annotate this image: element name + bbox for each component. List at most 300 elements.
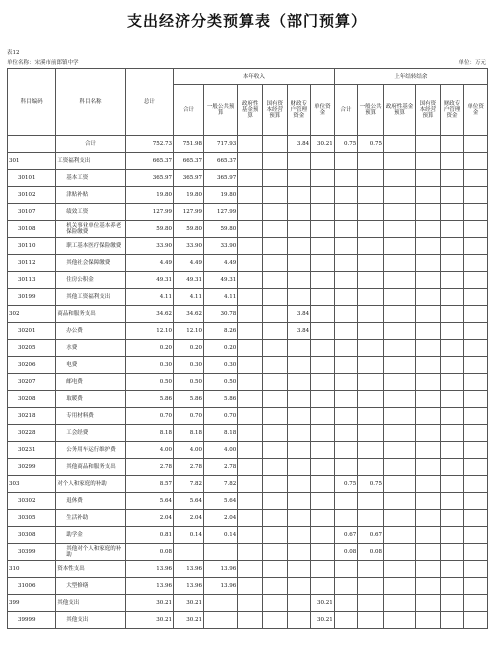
row-value: 4.49 (204, 255, 238, 272)
header-current-unit-funds: 单位资金 (311, 85, 335, 136)
row-value (287, 510, 311, 527)
row-value (287, 612, 311, 629)
row-value (440, 527, 464, 544)
row-value: 0.75 (334, 136, 358, 153)
row-value (238, 425, 263, 442)
row-value: 5.64 (174, 493, 204, 510)
row-value: 30.21 (311, 136, 335, 153)
row-value (287, 544, 311, 561)
row-value (238, 255, 263, 272)
row-value: 30.21 (311, 595, 335, 612)
row-value (464, 510, 488, 527)
row-value (384, 221, 416, 238)
row-value (334, 442, 358, 459)
row-value (440, 187, 464, 204)
row-value (416, 595, 441, 612)
unit-name: 单位名称：宋溪市前郎镇中学 (7, 60, 79, 66)
row-value (204, 595, 238, 612)
row-value: 8.57 (125, 476, 173, 493)
row-value (464, 187, 488, 204)
row-value (416, 306, 441, 323)
row-value (440, 612, 464, 629)
row-value (287, 187, 311, 204)
header-carry-total: 合计 (334, 85, 358, 136)
row-name: 机关事业单位基本养老保险缴费 (56, 221, 126, 238)
row-value (464, 459, 488, 476)
row-value: 0.50 (174, 374, 204, 391)
row-name: 退休费 (56, 493, 126, 510)
row-value (416, 272, 441, 289)
row-value (384, 612, 416, 629)
row-value (384, 510, 416, 527)
row-value (238, 459, 263, 476)
row-value (440, 442, 464, 459)
row-value: 2.78 (204, 459, 238, 476)
row-value (416, 357, 441, 374)
row-value (384, 595, 416, 612)
row-value (311, 357, 335, 374)
row-value (464, 442, 488, 459)
row-value: 365.97 (204, 170, 238, 187)
row-value: 0.70 (174, 408, 204, 425)
row-value (287, 153, 311, 170)
row-value (287, 357, 311, 374)
row-value (238, 170, 263, 187)
row-value (416, 170, 441, 187)
row-value (334, 374, 358, 391)
row-value (311, 425, 335, 442)
row-value (238, 153, 263, 170)
row-code: 30107 (8, 204, 56, 221)
header-carry-over: 上年结转结余 (334, 69, 487, 85)
row-code (8, 136, 56, 153)
row-value (464, 578, 488, 595)
row-name: 津贴补贴 (56, 187, 126, 204)
row-name: 基本工资 (56, 170, 126, 187)
row-value (311, 289, 335, 306)
row-value: 30.21 (174, 612, 204, 629)
row-value (311, 561, 335, 578)
row-name: 其他对个人和家庭的补助 (56, 544, 126, 561)
row-value (416, 425, 441, 442)
row-value (358, 238, 384, 255)
row-value (464, 306, 488, 323)
row-value (238, 136, 263, 153)
row-value (287, 425, 311, 442)
row-value: 19.80 (174, 187, 204, 204)
row-value (358, 459, 384, 476)
row-value (262, 561, 287, 578)
row-code: 303 (8, 476, 56, 493)
row-value (311, 374, 335, 391)
row-value (262, 374, 287, 391)
row-value (334, 578, 358, 595)
row-value: 33.90 (125, 238, 173, 255)
row-value (334, 425, 358, 442)
row-value (287, 561, 311, 578)
row-value: 0.14 (174, 527, 204, 544)
row-value (416, 255, 441, 272)
row-value (287, 442, 311, 459)
row-value (416, 408, 441, 425)
row-value (334, 459, 358, 476)
header-carry-unit-funds: 单位资金 (464, 85, 488, 136)
header-name: 科目名称 (56, 69, 126, 136)
row-code: 30102 (8, 187, 56, 204)
table-row (8, 187, 488, 204)
row-value (384, 476, 416, 493)
table-row (8, 289, 488, 306)
row-value: 0.75 (358, 476, 384, 493)
row-value: 49.31 (125, 272, 173, 289)
row-value (287, 408, 311, 425)
row-value (311, 153, 335, 170)
row-name: 绩效工资 (56, 204, 126, 221)
row-value: 665.37 (204, 153, 238, 170)
row-value: 4.11 (204, 289, 238, 306)
row-code: 30308 (8, 527, 56, 544)
row-value (287, 527, 311, 544)
row-value (358, 595, 384, 612)
row-value (416, 289, 441, 306)
row-value (204, 544, 238, 561)
row-value (384, 442, 416, 459)
row-value (358, 323, 384, 340)
row-value (358, 578, 384, 595)
table-row (8, 136, 488, 153)
row-value (262, 493, 287, 510)
row-value: 4.11 (125, 289, 173, 306)
row-value (358, 170, 384, 187)
table-row (8, 476, 488, 493)
row-value (262, 255, 287, 272)
row-value (174, 544, 204, 561)
row-value (416, 340, 441, 357)
row-code: 30205 (8, 340, 56, 357)
row-value: 19.80 (125, 187, 173, 204)
row-value (416, 578, 441, 595)
table-row (8, 374, 488, 391)
row-value (334, 323, 358, 340)
row-value (464, 391, 488, 408)
header-carry-state-capital: 国有资本经营预算 (416, 85, 441, 136)
row-value (287, 204, 311, 221)
row-value (416, 510, 441, 527)
row-value: 365.97 (174, 170, 204, 187)
row-value (287, 289, 311, 306)
row-value (334, 561, 358, 578)
currency-unit: 单位：万元 (458, 60, 486, 66)
row-name: 电费 (56, 357, 126, 374)
row-value: 0.75 (334, 476, 358, 493)
row-value (440, 153, 464, 170)
row-value (238, 391, 263, 408)
header-code: 科目编码 (8, 69, 56, 136)
row-value (440, 255, 464, 272)
row-value (384, 544, 416, 561)
row-value (238, 561, 263, 578)
row-value: 0.20 (204, 340, 238, 357)
table-row (8, 561, 488, 578)
row-value: 0.50 (204, 374, 238, 391)
row-value (464, 408, 488, 425)
table-row (8, 306, 488, 323)
row-value: 7.82 (204, 476, 238, 493)
row-value: 30.21 (125, 612, 173, 629)
row-value (287, 476, 311, 493)
row-code: 30108 (8, 221, 56, 238)
row-value (416, 374, 441, 391)
row-value: 13.96 (125, 578, 173, 595)
row-value (238, 306, 263, 323)
row-value (287, 391, 311, 408)
row-value: 0.81 (125, 527, 173, 544)
table-row (8, 323, 488, 340)
row-value (238, 527, 263, 544)
row-value (464, 272, 488, 289)
row-value (464, 357, 488, 374)
row-value (464, 340, 488, 357)
row-code: 301 (8, 153, 56, 170)
row-value (440, 272, 464, 289)
row-value: 7.82 (174, 476, 204, 493)
row-value (262, 306, 287, 323)
row-value (238, 612, 263, 629)
table-row (8, 527, 488, 544)
row-code: 399 (8, 595, 56, 612)
row-value (464, 561, 488, 578)
row-value (287, 170, 311, 187)
row-name: 其他工资福利支出 (56, 289, 126, 306)
row-value (311, 510, 335, 527)
row-value (440, 221, 464, 238)
row-value: 752.73 (125, 136, 173, 153)
row-value (440, 544, 464, 561)
row-value (440, 238, 464, 255)
row-value (311, 238, 335, 255)
header-current-special-account: 财政专户管理资金 (287, 85, 311, 136)
table-number: 表12 (7, 50, 20, 56)
row-value (440, 136, 464, 153)
row-value (358, 357, 384, 374)
table-row (8, 544, 488, 561)
row-code: 39999 (8, 612, 56, 629)
row-value (311, 544, 335, 561)
row-value (262, 578, 287, 595)
row-value: 4.00 (174, 442, 204, 459)
row-value (334, 340, 358, 357)
row-value (262, 187, 287, 204)
row-value (311, 204, 335, 221)
table-row (8, 204, 488, 221)
row-value (358, 187, 384, 204)
row-value (384, 493, 416, 510)
row-value (311, 187, 335, 204)
row-value (464, 544, 488, 561)
row-value: 0.70 (125, 408, 173, 425)
header-carry-fund-budget: 政府性基金预算 (384, 85, 416, 136)
row-value: 34.62 (125, 306, 173, 323)
row-value (440, 459, 464, 476)
row-value (287, 459, 311, 476)
row-name: 大型修缮 (56, 578, 126, 595)
row-value (358, 340, 384, 357)
row-value (440, 323, 464, 340)
row-value (440, 391, 464, 408)
row-value (384, 425, 416, 442)
row-value (238, 323, 263, 340)
row-code: 30113 (8, 272, 56, 289)
row-value (238, 221, 263, 238)
row-name: 其他支出 (56, 612, 126, 629)
row-value (311, 493, 335, 510)
row-value: 59.80 (174, 221, 204, 238)
row-value (440, 374, 464, 391)
row-value: 59.80 (125, 221, 173, 238)
row-value: 127.99 (204, 204, 238, 221)
row-value (262, 340, 287, 357)
row-name: 水费 (56, 340, 126, 357)
row-value (262, 612, 287, 629)
row-value (416, 204, 441, 221)
row-value (464, 595, 488, 612)
header-current-fund-budget: 政府性基金预算 (238, 85, 263, 136)
row-value (287, 595, 311, 612)
row-value (358, 306, 384, 323)
budget-table (7, 68, 488, 629)
row-value (238, 510, 263, 527)
row-value (334, 289, 358, 306)
row-value (464, 476, 488, 493)
row-name: 办公费 (56, 323, 126, 340)
row-value (238, 374, 263, 391)
row-name: 职工基本医疗保险缴费 (56, 238, 126, 255)
row-value (358, 612, 384, 629)
row-name: 其他社会保障缴费 (56, 255, 126, 272)
row-name: 专用材料费 (56, 408, 126, 425)
row-code: 302 (8, 306, 56, 323)
row-value (238, 442, 263, 459)
row-value (358, 255, 384, 272)
row-name: 商品和服务支出 (56, 306, 126, 323)
row-value (262, 221, 287, 238)
row-value: 365.97 (125, 170, 173, 187)
row-value: 0.20 (174, 340, 204, 357)
row-value (238, 357, 263, 374)
row-value (334, 493, 358, 510)
row-value (262, 408, 287, 425)
row-value (384, 272, 416, 289)
row-value (384, 323, 416, 340)
row-value (464, 612, 488, 629)
row-value (334, 357, 358, 374)
table-row (8, 510, 488, 527)
row-code: 30207 (8, 374, 56, 391)
row-value (416, 187, 441, 204)
table-row (8, 238, 488, 255)
row-code: 31006 (8, 578, 56, 595)
row-value (262, 527, 287, 544)
row-value (464, 527, 488, 544)
row-value (440, 425, 464, 442)
row-code: 30101 (8, 170, 56, 187)
row-value (358, 289, 384, 306)
row-value: 30.21 (174, 595, 204, 612)
row-value (262, 459, 287, 476)
row-value (440, 170, 464, 187)
row-value (464, 374, 488, 391)
row-value (358, 153, 384, 170)
row-value (416, 561, 441, 578)
row-value: 5.64 (125, 493, 173, 510)
table-row (8, 272, 488, 289)
row-value: 13.96 (174, 578, 204, 595)
row-value (464, 204, 488, 221)
row-value (311, 323, 335, 340)
row-value (384, 170, 416, 187)
row-value (384, 578, 416, 595)
row-value (464, 323, 488, 340)
row-value (464, 425, 488, 442)
row-value: 0.50 (125, 374, 173, 391)
row-name: 工资福利支出 (56, 153, 126, 170)
row-value (384, 255, 416, 272)
row-value: 127.99 (174, 204, 204, 221)
row-value: 34.62 (174, 306, 204, 323)
row-value (440, 204, 464, 221)
row-value (440, 340, 464, 357)
row-value (416, 221, 441, 238)
row-name: 邮电费 (56, 374, 126, 391)
row-value (440, 289, 464, 306)
row-value (311, 255, 335, 272)
row-name: 工会经费 (56, 425, 126, 442)
row-value: 127.99 (125, 204, 173, 221)
row-value: 3.84 (287, 306, 311, 323)
row-value (416, 493, 441, 510)
row-value (440, 561, 464, 578)
table-row (8, 493, 488, 510)
table-row (8, 255, 488, 272)
row-value (384, 527, 416, 544)
row-value: 8.18 (204, 425, 238, 442)
row-value (358, 408, 384, 425)
table-row (8, 221, 488, 238)
row-value: 49.31 (204, 272, 238, 289)
row-value (384, 391, 416, 408)
row-value (464, 255, 488, 272)
row-value (238, 289, 263, 306)
row-value (238, 476, 263, 493)
row-value: 49.31 (174, 272, 204, 289)
page-title: 支出经济分类预算表（部门预算） (126, 12, 367, 30)
row-value (384, 187, 416, 204)
row-name: 其他商品和服务支出 (56, 459, 126, 476)
table-row (8, 595, 488, 612)
row-value: 5.86 (174, 391, 204, 408)
table-row (8, 612, 488, 629)
row-name: 公务用车运行维护费 (56, 442, 126, 459)
row-value (238, 340, 263, 357)
row-value (416, 527, 441, 544)
table-row (8, 459, 488, 476)
row-value: 0.67 (334, 527, 358, 544)
row-value (334, 595, 358, 612)
row-name: 对个人和家庭的补助 (56, 476, 126, 493)
row-value (464, 221, 488, 238)
row-value (384, 561, 416, 578)
row-value: 751.98 (174, 136, 204, 153)
